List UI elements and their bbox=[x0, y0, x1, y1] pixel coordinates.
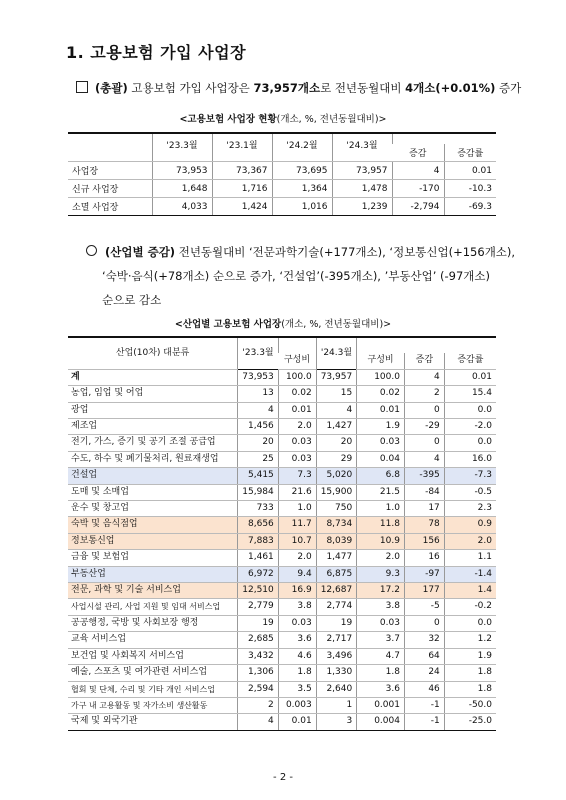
table2-cell: 1,427 bbox=[316, 419, 357, 435]
table2-cell: 10.7 bbox=[278, 533, 316, 549]
table2-cell: 6,972 bbox=[238, 566, 279, 582]
table2-cell: 73,953 bbox=[238, 369, 279, 385]
table2-cell: 0.0 bbox=[444, 402, 496, 418]
table2-cell: 1.2 bbox=[444, 632, 496, 648]
table2-cell: 1,306 bbox=[238, 665, 279, 681]
table2-row bbox=[68, 550, 496, 566]
table2-cell: 78 bbox=[404, 517, 444, 533]
table2-row bbox=[68, 402, 496, 418]
table2-cell: 2,685 bbox=[238, 632, 279, 648]
table2-cell: -7.3 bbox=[444, 468, 496, 484]
table2-cell: 8,734 bbox=[316, 517, 357, 533]
summary-highlight-a: 73,957개소 bbox=[253, 81, 321, 95]
table1-col-header: '23.1월 bbox=[212, 133, 272, 162]
table2-cell: 29 bbox=[316, 451, 357, 467]
table2-cell: 1.9 bbox=[444, 648, 496, 664]
industry-line-2: ‘숙박·음식(+78개소) 순으로 증가, ‘건설업’(-395개소), ’부동산업’ (-97개소) bbox=[102, 269, 490, 283]
table2-cell: 100.0 bbox=[357, 369, 405, 385]
table2-cell: 3.5 bbox=[278, 681, 316, 697]
table2-body bbox=[68, 369, 496, 730]
table2-row bbox=[68, 501, 496, 517]
industry-line-3: 순으로 감소 bbox=[102, 293, 162, 307]
table2-cell: 2.0 bbox=[278, 550, 316, 566]
table2-col-change: 증감 bbox=[404, 353, 444, 369]
table2-row bbox=[68, 714, 496, 730]
table2-row bbox=[68, 665, 496, 681]
table2-row-label: 숙박 및 음식점업 bbox=[68, 517, 238, 533]
table2-row-label: 도매 및 소매업 bbox=[68, 484, 238, 500]
table2-cell: 15,984 bbox=[238, 484, 279, 500]
table1-col-header: 증감 bbox=[392, 144, 444, 162]
table2-row-label: 전문, 과학 및 기술 서비스업 bbox=[68, 583, 238, 599]
table2-col-share: 구성비 bbox=[278, 353, 316, 369]
table2-caption-rest: (개소, %, 전년동월대비)> bbox=[281, 319, 392, 330]
table2-cell: 4.7 bbox=[357, 648, 405, 664]
table1-col-header: '24.2월 bbox=[272, 133, 332, 162]
table2-row bbox=[68, 369, 496, 385]
table2-row bbox=[68, 451, 496, 467]
table2-cell: 2,594 bbox=[238, 681, 279, 697]
table2-cell: 1,330 bbox=[316, 665, 357, 681]
table2-cell: 1,461 bbox=[238, 550, 279, 566]
industry-paragraph bbox=[86, 240, 516, 312]
table2-cell: 2 bbox=[238, 697, 279, 713]
table2-cell: 25 bbox=[238, 451, 279, 467]
table2-cell: -1 bbox=[404, 697, 444, 713]
table2-cell: 1.8 bbox=[278, 665, 316, 681]
table2-cell: 4 bbox=[316, 402, 357, 418]
table2-cell: -1 bbox=[404, 714, 444, 730]
square-bullet-icon bbox=[76, 81, 88, 93]
table2-row-label: 사업시설 관리, 사업 지원 및 임대 서비스업 bbox=[68, 599, 238, 615]
table2-cell: 1,456 bbox=[238, 419, 279, 435]
table1-cell: 1,716 bbox=[212, 180, 272, 198]
section-heading: 1. 고용보험 가입 사업장 bbox=[66, 43, 247, 62]
table2-col-rate: 증감률 bbox=[444, 353, 496, 369]
table2-cell: 9.3 bbox=[357, 566, 405, 582]
table2-cell: 0.01 bbox=[357, 402, 405, 418]
table2-cell: -395 bbox=[404, 468, 444, 484]
table2-cell: 0.03 bbox=[278, 615, 316, 631]
table2-header-row-1 bbox=[68, 337, 496, 353]
table2-cell: 0 bbox=[404, 435, 444, 451]
table1-caption-rest: (개소, %, 전년동월대비)> bbox=[276, 114, 387, 125]
table1-row-label: 신규 사업장 bbox=[68, 180, 152, 198]
table2-cell: 1.0 bbox=[278, 501, 316, 517]
table1-cell: 1,239 bbox=[332, 198, 392, 216]
table1-row-label: 소멸 사업장 bbox=[68, 198, 152, 216]
page-number: - 2 - bbox=[273, 772, 293, 783]
table2-cell: 1.8 bbox=[444, 681, 496, 697]
table2-cell: 1.8 bbox=[357, 665, 405, 681]
table2-cell: 2,717 bbox=[316, 632, 357, 648]
table2-cell: 21.6 bbox=[278, 484, 316, 500]
industry-line-1: 전년동월대비 ‘전문과학기술(+177개소), ‘정보통신업(+156개소), bbox=[175, 245, 516, 259]
table1-cell: -10.3 bbox=[444, 180, 496, 198]
table2-row bbox=[68, 583, 496, 599]
table1-cell: -69.3 bbox=[444, 198, 496, 216]
table2-col-y24: '24.3월 bbox=[316, 337, 357, 369]
workplace-status-table bbox=[68, 132, 496, 216]
summary-text-b: 로 전년동월대비 bbox=[320, 81, 406, 95]
table2-cell: 8,656 bbox=[238, 517, 279, 533]
table2-cell: 3.7 bbox=[357, 632, 405, 648]
table1-row bbox=[68, 180, 496, 198]
table2-cell: 7,883 bbox=[238, 533, 279, 549]
table2-cell: 3,496 bbox=[316, 648, 357, 664]
table1-col-header: 증감률 bbox=[444, 144, 496, 162]
table1-caption bbox=[0, 111, 566, 125]
table2-cell: 13 bbox=[238, 386, 279, 402]
table2-cell: 2.0 bbox=[278, 419, 316, 435]
table2-row bbox=[68, 632, 496, 648]
table2-cell: 2.0 bbox=[444, 533, 496, 549]
table2-cell: 156 bbox=[404, 533, 444, 549]
table2-row bbox=[68, 599, 496, 615]
table2-cell: -2.0 bbox=[444, 419, 496, 435]
table2-cell: -1.4 bbox=[444, 566, 496, 582]
table2-cell: 0.0 bbox=[444, 615, 496, 631]
table2-cell: 0.004 bbox=[357, 714, 405, 730]
table1-cell: -2,794 bbox=[392, 198, 444, 216]
table2-cell: 100.0 bbox=[278, 369, 316, 385]
table2-cell: 1,477 bbox=[316, 550, 357, 566]
table2-cell: 0.01 bbox=[278, 402, 316, 418]
table2-cell: -84 bbox=[404, 484, 444, 500]
table2-row-label: 광업 bbox=[68, 402, 238, 418]
table2-row-label: 금융 및 보험업 bbox=[68, 550, 238, 566]
table2-row bbox=[68, 484, 496, 500]
table2-cell: 10.9 bbox=[357, 533, 405, 549]
table2-cell: 1.4 bbox=[444, 583, 496, 599]
industry-tag: (산업별 증감) bbox=[105, 245, 176, 259]
table2-cell: 46 bbox=[404, 681, 444, 697]
table2-cell: 12,510 bbox=[238, 583, 279, 599]
table2-row bbox=[68, 533, 496, 549]
table1-col-header: '23.3월 bbox=[152, 133, 212, 162]
table2-cell: 1.9 bbox=[357, 419, 405, 435]
table2-cell: 0.02 bbox=[357, 386, 405, 402]
table2-cell: 12,687 bbox=[316, 583, 357, 599]
table2-cell: 32 bbox=[404, 632, 444, 648]
summary-tag: (총괄) bbox=[95, 81, 128, 95]
table2-cell: 2.0 bbox=[357, 550, 405, 566]
table2-cell: 2.3 bbox=[444, 501, 496, 517]
circle-bullet-icon bbox=[86, 245, 97, 256]
table2-row bbox=[68, 435, 496, 451]
table1-cell: 1,648 bbox=[152, 180, 212, 198]
table1-cell: 4,033 bbox=[152, 198, 212, 216]
table2-cell: 15.4 bbox=[444, 386, 496, 402]
table2-cell: 0.04 bbox=[357, 451, 405, 467]
summary-highlight-b: 4개소(+0.01%) bbox=[405, 81, 496, 95]
table2-cell: 4 bbox=[404, 369, 444, 385]
table2-cell: 0.01 bbox=[278, 714, 316, 730]
table2-cell: 0 bbox=[404, 615, 444, 631]
table2-cell: 1 bbox=[316, 697, 357, 713]
table1-corner bbox=[68, 133, 152, 162]
table1-cell: 73,367 bbox=[212, 162, 272, 180]
table2-cell: 1.1 bbox=[444, 550, 496, 566]
industry-workplace-table bbox=[68, 336, 496, 731]
table2-row bbox=[68, 517, 496, 533]
table2-cell: -5 bbox=[404, 599, 444, 615]
table2-row-label: 수도, 하수 및 폐기물처리, 원료재생업 bbox=[68, 451, 238, 467]
table2-row bbox=[68, 566, 496, 582]
table2-cell: 4 bbox=[238, 714, 279, 730]
table2-cell: -97 bbox=[404, 566, 444, 582]
table2-row bbox=[68, 419, 496, 435]
table2-cell: 733 bbox=[238, 501, 279, 517]
table2-row-label: 국제 및 외국기관 bbox=[68, 714, 238, 730]
table2-row bbox=[68, 697, 496, 713]
table2-row-label: 제조업 bbox=[68, 419, 238, 435]
table2-cell: 5,415 bbox=[238, 468, 279, 484]
summary-text-a: 고용보험 가입 사업장은 bbox=[127, 81, 254, 95]
table1-cell: 1,478 bbox=[332, 180, 392, 198]
table2-cell: 0.03 bbox=[278, 435, 316, 451]
table2-col-share: 구성비 bbox=[357, 353, 405, 369]
table2-cell: 20 bbox=[316, 435, 357, 451]
table2-cell: 19 bbox=[238, 615, 279, 631]
table2-row-label: 예술, 스포츠 및 여가관련 서비스업 bbox=[68, 665, 238, 681]
table2-col-y23: '23.3월 bbox=[238, 337, 279, 369]
table2-row bbox=[68, 681, 496, 697]
table2-row-label: 계 bbox=[68, 369, 238, 385]
table2-cell: 11.7 bbox=[278, 517, 316, 533]
table2-cell: 0.001 bbox=[357, 697, 405, 713]
table1-cell: -170 bbox=[392, 180, 444, 198]
table1-cell: 1,364 bbox=[272, 180, 332, 198]
table2-row-label: 건설업 bbox=[68, 468, 238, 484]
table2-cell: 15,900 bbox=[316, 484, 357, 500]
table2-cell: -50.0 bbox=[444, 697, 496, 713]
table2-cell: 3 bbox=[316, 714, 357, 730]
table2-cell: 24 bbox=[404, 665, 444, 681]
table1-header-spacer bbox=[392, 133, 496, 144]
table2-cell: 11.8 bbox=[357, 517, 405, 533]
table2-cell: 3.8 bbox=[278, 599, 316, 615]
table2-row bbox=[68, 615, 496, 631]
table2-cell: -29 bbox=[404, 419, 444, 435]
table2-cell: 1.8 bbox=[444, 665, 496, 681]
table1-caption-bold: <고용보험 사업장 현황 bbox=[179, 114, 277, 125]
table1-cell: 1,016 bbox=[272, 198, 332, 216]
table1-header-row-1 bbox=[68, 133, 496, 144]
table2-col-industry: 산업(10차) 대분류 bbox=[68, 337, 238, 369]
table2-cell: 6.8 bbox=[357, 468, 405, 484]
table2-row-label: 공공행정, 국방 및 사회보장 행정 bbox=[68, 615, 238, 631]
table2-cell: 16 bbox=[404, 550, 444, 566]
table2-cell: 1.0 bbox=[357, 501, 405, 517]
table2-cell: 0 bbox=[404, 402, 444, 418]
table1-cell: 4 bbox=[392, 162, 444, 180]
table2-cell: 21.5 bbox=[357, 484, 405, 500]
table2-cell: 4 bbox=[238, 402, 279, 418]
table2-row-label: 협회 및 단체, 수리 및 기타 개인 서비스업 bbox=[68, 681, 238, 697]
table2-cell: 0.03 bbox=[357, 615, 405, 631]
table2-cell: 9.4 bbox=[278, 566, 316, 582]
table2-cell: 0.003 bbox=[278, 697, 316, 713]
table2-cell: 0.03 bbox=[357, 435, 405, 451]
table2-cell: 177 bbox=[404, 583, 444, 599]
table2-cell: 2,779 bbox=[238, 599, 279, 615]
summary-bullet bbox=[76, 80, 521, 96]
table2-cell: 3.6 bbox=[357, 681, 405, 697]
table2-row-label: 정보통신업 bbox=[68, 533, 238, 549]
summary-text-c: 증가 bbox=[495, 81, 522, 95]
table2-cell: 0.03 bbox=[278, 451, 316, 467]
table2-row-label: 전기, 가스, 증기 및 공기 조절 공급업 bbox=[68, 435, 238, 451]
table2-cell: 5,020 bbox=[316, 468, 357, 484]
table2-cell: 6,875 bbox=[316, 566, 357, 582]
table1-cell: 1,424 bbox=[212, 198, 272, 216]
table2-cell: -0.2 bbox=[444, 599, 496, 615]
table2-cell: 73,957 bbox=[316, 369, 357, 385]
table2-caption bbox=[0, 316, 566, 330]
table2-cell: 7.3 bbox=[278, 468, 316, 484]
table2-row-label: 교육 서비스업 bbox=[68, 632, 238, 648]
table2-cell: 0.9 bbox=[444, 517, 496, 533]
table2-cell: 64 bbox=[404, 648, 444, 664]
table1-row-label: 사업장 bbox=[68, 162, 152, 180]
table2-row bbox=[68, 468, 496, 484]
table2-cell: 0.01 bbox=[444, 369, 496, 385]
table2-cell: 16.0 bbox=[444, 451, 496, 467]
table2-cell: 4 bbox=[404, 451, 444, 467]
table2-cell: 2 bbox=[404, 386, 444, 402]
table2-cell: 19 bbox=[316, 615, 357, 631]
table2-row bbox=[68, 386, 496, 402]
table1-cell: 73,957 bbox=[332, 162, 392, 180]
table1-col-header: '24.3월 bbox=[332, 133, 392, 162]
table2-header-spacer bbox=[278, 337, 316, 353]
table2-cell: 3.8 bbox=[357, 599, 405, 615]
table2-row-label: 가구 내 고용활동 및 자가소비 생산활동 bbox=[68, 697, 238, 713]
table2-cell: 17 bbox=[404, 501, 444, 517]
table1-cell: 0.01 bbox=[444, 162, 496, 180]
table2-cell: 3.6 bbox=[278, 632, 316, 648]
table2-cell: 4.6 bbox=[278, 648, 316, 664]
table1-row bbox=[68, 198, 496, 216]
table2-cell: 8,039 bbox=[316, 533, 357, 549]
table2-cell: -25.0 bbox=[444, 714, 496, 730]
table2-header-spacer bbox=[357, 337, 496, 353]
table2-cell: 20 bbox=[238, 435, 279, 451]
table2-row-label: 보건업 및 사회복지 서비스업 bbox=[68, 648, 238, 664]
table2-cell: 16.9 bbox=[278, 583, 316, 599]
table2-cell: 0.02 bbox=[278, 386, 316, 402]
table1-cell: 73,695 bbox=[272, 162, 332, 180]
table1-row bbox=[68, 162, 496, 180]
table2-row-label: 부동산업 bbox=[68, 566, 238, 582]
table2-cell: 2,774 bbox=[316, 599, 357, 615]
table2-cell: -0.5 bbox=[444, 484, 496, 500]
table2-cell: 15 bbox=[316, 386, 357, 402]
table2-cell: 750 bbox=[316, 501, 357, 517]
table2-cell: 3,432 bbox=[238, 648, 279, 664]
table2-row-label: 농업, 임업 및 어업 bbox=[68, 386, 238, 402]
table1-cell: 73,953 bbox=[152, 162, 212, 180]
table2-row-label: 운수 및 창고업 bbox=[68, 501, 238, 517]
table2-row bbox=[68, 648, 496, 664]
table2-caption-bold: <산업별 고용보험 사업장 bbox=[174, 319, 282, 330]
table2-cell: 17.2 bbox=[357, 583, 405, 599]
table2-cell: 0.0 bbox=[444, 435, 496, 451]
table2-cell: 2,640 bbox=[316, 681, 357, 697]
